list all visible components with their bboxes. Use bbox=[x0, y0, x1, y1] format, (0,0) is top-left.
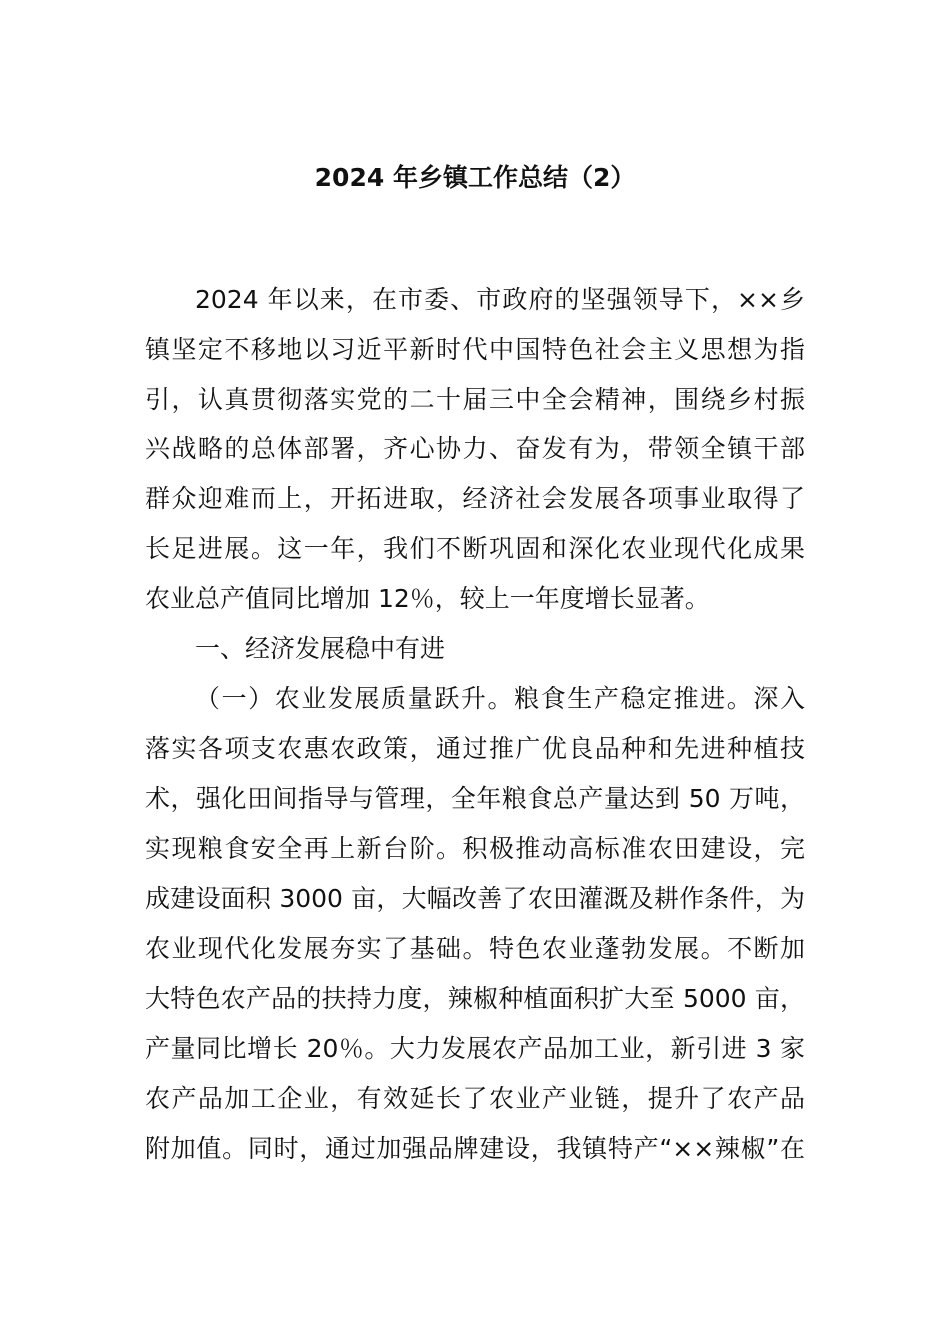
paragraph-line: 实现粮食安全再上新台阶。积极推动高标准农田建设，完 bbox=[145, 834, 805, 863]
paragraph-line: 引，认真贯彻落实党的二十届三中全会精神，围绕乡村振 bbox=[145, 385, 805, 414]
paragraph-line: 农产品加工企业，有效延长了农业产业链，提升了农产品 bbox=[145, 1084, 805, 1113]
paragraph-line: 群众迎难而上，开拓进取，经济社会发展各项事业取得了 bbox=[145, 484, 805, 513]
paragraph-line: 成建设面积 3000 亩，大幅改善了农田灌溉及耕作条件，为 bbox=[145, 884, 805, 913]
section-heading: 一、经济发展稳中有进 bbox=[195, 634, 446, 663]
paragraph-line: 产量同比增长 20％。大力发展农产品加工业，新引进 3 家 bbox=[145, 1034, 805, 1063]
paragraph-line: 2024 年以来，在市委、市政府的坚强领导下，××乡 bbox=[195, 285, 805, 314]
document-title: 2024 年乡镇工作总结（2） bbox=[314, 163, 636, 192]
paragraph-line: 农业现代化发展夯实了基础。特色农业蓬勃发展。不断加 bbox=[145, 934, 805, 963]
paragraph-line: 术，强化田间指导与管理，全年粮食总产量达到 50 万吨， bbox=[145, 784, 805, 813]
paragraph-line: 农业总产值同比增加 12％，较上一年度增长显著。 bbox=[145, 584, 710, 613]
paragraph-line: （一）农业发展质量跃升。粮食生产稳定推进。深入 bbox=[195, 684, 805, 713]
paragraph-line: 附加值。同时，通过加强品牌建设，我镇特产“××辣椒”在 bbox=[145, 1134, 805, 1163]
paragraph-line: 落实各项支农惠农政策，通过推广优良品种和先进种植技 bbox=[145, 734, 805, 763]
paragraph-line: 兴战略的总体部署，齐心协力、奋发有为，带领全镇干部 bbox=[145, 434, 805, 463]
paragraph-line: 镇坚定不移地以习近平新时代中国特色社会主义思想为指 bbox=[145, 335, 805, 364]
paragraph-line: 大特色农产品的扶持力度，辣椒种植面积扩大至 5000 亩， bbox=[145, 984, 805, 1013]
paragraph-line: 长足进展。这一年，我们不断巩固和深化农业现代化成果 bbox=[145, 534, 805, 563]
